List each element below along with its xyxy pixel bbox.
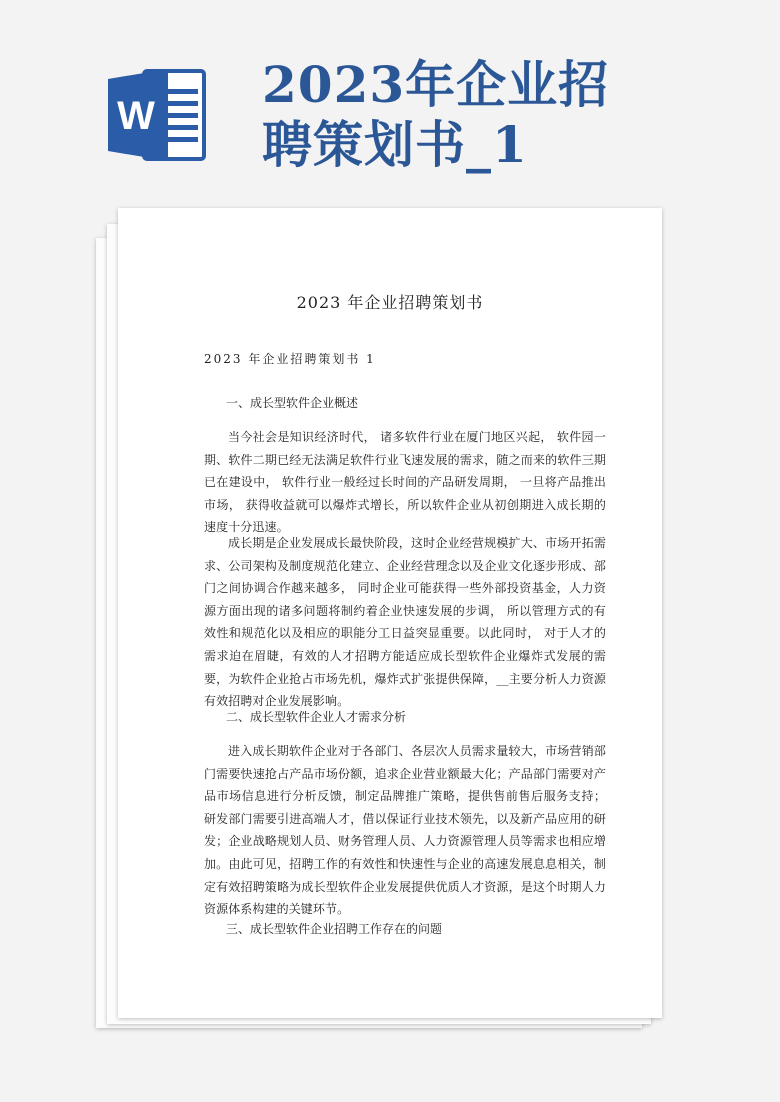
section-heading-3: 三、成长型软件企业招聘工作存在的问题 <box>226 922 443 936</box>
paragraph: 进入成长期软件企业对于各部门、各层次人员需求量较大，市场营销部门需要快速抢占产品市场份额，追求企业营业额最大化；产品部门需要对产品市场信息进行分析反馈，制定品牌推广策略，提供售前售后服务支持； 研发部门需要引进高端人才，借以保证行业技术领先，以及新产品应用的研发；企业战略规划人员、财务管理人员、人力资源管理人员等需求也相应增加。由此可见，招聘工作的有效性和快速性与企业的高速发展息息相关，制定有效招聘策略为成长型软件企业发展提供优质人才资源，是这个时期人力资源体系构建的关键环节。 <box>204 744 606 917</box>
paragraph: 成长期是企业发展成长最快阶段，这时企业经营规模扩大、市场开拓需求、公司架构及制度规范化建立、企业经营理念以及企业文化逐步形成、部门之间协调合作越来越多， 同时企业可能获得一些外部投资基金，人力资源方面出现的诸多问题将制约着企业快速发展的步调， 所以管理方式的有效性和规范化以及相应的职能分工日益突显重要。以此同时， 对于人才的需求迫在眉睫，有效的人才招聘方能适应成长型软件企业爆炸式发展的需要，为软件企业抢占市场先机，爆炸式扩张提供保障，__主要分析人力资源有效招聘对企业发展影响。 <box>204 536 606 709</box>
section-heading-2: 二、成长型软件企业人才需求分析 <box>226 710 407 724</box>
word-document-icon <box>108 67 208 163</box>
paragraph: 当今社会是知识经济时代， 诸多软件行业在厦门地区兴起， 软件园一期、软件二期已经无法满足软件行业飞速发展的需求，随之而来的软件三期已在建设中， 软件行业一般经过长时间的产品研发周期， 一旦将产品推出市场， 获得收益就可以爆炸式增长，所以软件企业从初创期进入成长期的速度十分迅速。 <box>204 430 606 535</box>
document-title: 2023 年企业招聘策划书 <box>296 293 484 312</box>
document-page <box>118 208 662 1018</box>
page-title-line-2: 聘策划书_1 <box>262 115 528 174</box>
section-heading-1: 一、成长型软件企业概述 <box>226 396 359 410</box>
page-title <box>262 55 722 175</box>
document-subtitle: 2023 年企业招聘策划书 1 <box>204 352 376 366</box>
logo-letter: W <box>117 94 155 138</box>
page-title-line-1: 2023年企业招 <box>262 55 610 114</box>
